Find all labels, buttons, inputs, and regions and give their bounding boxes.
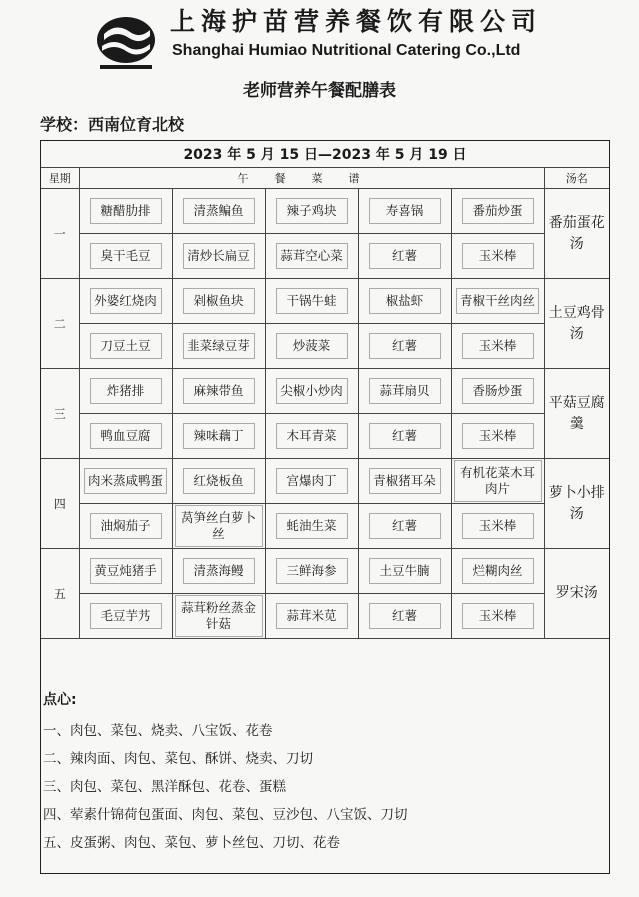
- dish-cell: [265, 234, 358, 279]
- dish-name: 炸猪排: [90, 378, 162, 404]
- dish-cell: [451, 189, 544, 234]
- dish-cell: [358, 414, 451, 459]
- date-range: 2023 年 5 月 15 日—2023 年 5 月 19 日: [41, 141, 609, 168]
- dish-cell: [79, 414, 172, 459]
- weekday-cell: 四: [41, 459, 79, 549]
- dish-name: 鸭血豆腐: [90, 423, 162, 449]
- dish-cell: [172, 234, 265, 279]
- dish-name: 蒜茸粉丝蒸金针菇: [175, 595, 263, 637]
- dish-cell: [265, 594, 358, 639]
- dish-name: 土豆牛腩: [369, 558, 441, 584]
- dish-name: 辣味藕丁: [183, 423, 255, 449]
- dish-cell: [358, 234, 451, 279]
- column-header-soup: 汤名: [544, 168, 609, 189]
- dish-cell: [79, 189, 172, 234]
- company-logo-icon: [96, 14, 156, 70]
- weekday-cell: 二: [41, 279, 79, 369]
- snack-line-fri: 五、皮蛋粥、肉包、菜包、萝卜丝包、刀切、花卷: [43, 835, 340, 851]
- dish-name: 蚝油生菜: [276, 513, 348, 539]
- column-header-menu: 午餐菜谱: [79, 168, 544, 189]
- dish-cell: [265, 279, 358, 324]
- dish-cell: [172, 459, 265, 504]
- dish-name: 蒜茸扇贝: [369, 378, 441, 404]
- dish-name: 青椒干丝肉丝: [456, 288, 539, 314]
- snack-line-thu: 四、荤素什锦荷包蛋面、肉包、菜包、豆沙包、八宝饭、刀切: [43, 807, 408, 823]
- table-row: [41, 324, 609, 369]
- dish-cell: [451, 414, 544, 459]
- soup-cell: 土豆鸡骨汤: [544, 279, 609, 369]
- dish-name: 玉米棒: [462, 423, 534, 449]
- dish-name: 外婆红烧肉: [90, 288, 162, 314]
- table-row: [41, 369, 609, 414]
- dish-name: 清炒长扁豆: [183, 243, 255, 269]
- dish-cell: [358, 189, 451, 234]
- column-header-day: 星期: [41, 168, 79, 189]
- snack-line-mon: 一、肉包、菜包、烧卖、八宝饭、花卷: [43, 723, 273, 739]
- dish-name: 清蒸海鳗: [183, 558, 255, 584]
- dish-cell: [265, 549, 358, 594]
- dish-cell: [451, 459, 544, 504]
- dish-cell: [358, 594, 451, 639]
- snacks-title: 点心:: [43, 692, 77, 708]
- dish-cell: [172, 594, 265, 639]
- dish-name: 烂糊肉丝: [462, 558, 534, 584]
- letterhead: [0, 0, 639, 101]
- dish-cell: [451, 549, 544, 594]
- dish-name: 韭菜绿豆芽: [183, 333, 255, 359]
- dish-cell: [265, 189, 358, 234]
- weekday-cell: 一: [41, 189, 79, 279]
- dish-cell: [79, 549, 172, 594]
- dish-cell: [451, 324, 544, 369]
- menu-sheet: [40, 140, 610, 874]
- dish-cell: [451, 279, 544, 324]
- soup-cell: 平菇豆腐羹: [544, 369, 609, 459]
- dish-cell: [172, 279, 265, 324]
- dish-cell: [451, 594, 544, 639]
- dish-cell: [79, 459, 172, 504]
- dish-name: 椒盐虾: [369, 288, 441, 314]
- dish-name: 寿喜锅: [369, 198, 441, 224]
- snack-line-tue: 二、辣肉面、肉包、菜包、酥饼、烧卖、刀切: [43, 751, 313, 767]
- table-row: [41, 279, 609, 324]
- dish-name: 三鲜海参: [276, 558, 348, 584]
- dish-cell: [358, 459, 451, 504]
- dish-name: 肉米蒸咸鸭蛋: [84, 468, 167, 494]
- table-row: [41, 594, 609, 639]
- dish-name: 玉米棒: [462, 513, 534, 539]
- company-name-en: Shanghai Humiao Nutritional Catering Co.,Ltd: [172, 42, 521, 59]
- dish-name: 红薯: [369, 423, 441, 449]
- dish-name: 毛豆芋艿: [90, 603, 162, 629]
- dish-cell: [265, 504, 358, 549]
- dish-name: 木耳青菜: [276, 423, 348, 449]
- dish-cell: [265, 369, 358, 414]
- table-row: [41, 414, 609, 459]
- dish-cell: [265, 459, 358, 504]
- dish-cell: [79, 504, 172, 549]
- dish-name: 有机花菜木耳肉片: [454, 460, 542, 502]
- dish-cell: [172, 504, 265, 549]
- dish-cell: [172, 369, 265, 414]
- dish-cell: [358, 324, 451, 369]
- dish-name: 红薯: [369, 513, 441, 539]
- dish-name: 红薯: [369, 603, 441, 629]
- table-row: [41, 189, 609, 234]
- soup-cell: 番茄蛋花汤: [544, 189, 609, 279]
- dish-name: 玉米棒: [462, 333, 534, 359]
- company-name-cn: 上海护苗营养餐饮有限公司: [170, 7, 543, 36]
- dish-cell: [265, 324, 358, 369]
- dish-cell: [79, 594, 172, 639]
- dish-name: 炒菠菜: [276, 333, 348, 359]
- dish-cell: [358, 549, 451, 594]
- dish-cell: [172, 324, 265, 369]
- dish-cell: [79, 369, 172, 414]
- dish-name: 莴笋丝白萝卜丝: [175, 505, 263, 547]
- dish-cell: [79, 279, 172, 324]
- dish-cell: [358, 504, 451, 549]
- dish-name: 蒜茸空心菜: [276, 243, 348, 269]
- dish-name: 番茄炒蛋: [462, 198, 534, 224]
- dish-cell: [79, 234, 172, 279]
- dish-name: 剁椒鱼块: [183, 288, 255, 314]
- soup-cell: 萝卜小排汤: [544, 459, 609, 549]
- table-row: [41, 549, 609, 594]
- dish-name: 青椒猪耳朵: [369, 468, 441, 494]
- school-label: 学校：西南位育北校: [40, 115, 185, 134]
- dish-cell: [172, 414, 265, 459]
- dish-name: 干锅牛蛙: [276, 288, 348, 314]
- table-row: [41, 234, 609, 279]
- dish-name: 刀豆土豆: [90, 333, 162, 359]
- snack-line-wed: 三、肉包、菜包、黑洋酥包、花卷、蛋糕: [43, 779, 286, 795]
- dish-cell: [451, 234, 544, 279]
- weekday-cell: 三: [41, 369, 79, 459]
- dish-cell: [265, 414, 358, 459]
- dish-name: 香肠炒蛋: [462, 378, 534, 404]
- dish-name: 油焖茄子: [90, 513, 162, 539]
- table-row: [41, 459, 609, 504]
- dish-name: 宫爆肉丁: [276, 468, 348, 494]
- dish-name: 红烧板鱼: [183, 468, 255, 494]
- weekday-cell: 五: [41, 549, 79, 639]
- dish-cell: [358, 279, 451, 324]
- dish-name: 辣子鸡块: [276, 198, 348, 224]
- page-title: 老师营养午餐配膳表: [243, 81, 396, 101]
- dish-name: 黄豆炖猪手: [90, 558, 162, 584]
- dish-name: 糖醋肋排: [90, 198, 162, 224]
- dish-name: 红薯: [369, 333, 441, 359]
- table-row: [41, 504, 609, 549]
- dish-name: 蒜茸米苋: [276, 603, 348, 629]
- dish-name: 红薯: [369, 243, 441, 269]
- dish-name: 臭干毛豆: [90, 243, 162, 269]
- dish-cell: [172, 189, 265, 234]
- dish-name: 麻辣带鱼: [183, 378, 255, 404]
- dish-cell: [451, 504, 544, 549]
- soup-cell: 罗宋汤: [544, 549, 609, 639]
- menu-table: [41, 141, 609, 639]
- dish-cell: [358, 369, 451, 414]
- dish-cell: [172, 549, 265, 594]
- dish-cell: [451, 369, 544, 414]
- dish-cell: [79, 324, 172, 369]
- dish-name: 玉米棒: [462, 603, 534, 629]
- dish-name: 尖椒小炒肉: [276, 378, 348, 404]
- dish-name: 清蒸鳊鱼: [183, 198, 255, 224]
- dish-name: 玉米棒: [462, 243, 534, 269]
